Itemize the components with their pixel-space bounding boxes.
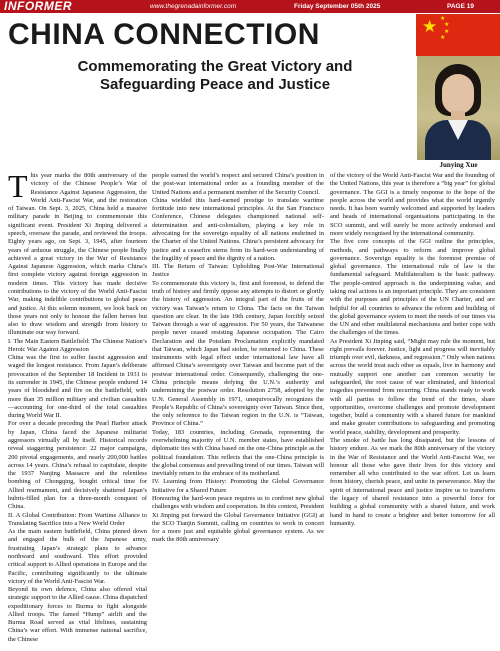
article-paragraph: The smoke of battle has long dissipated, but the lessons of history endure. As we mark the 80th anniversary of the victory in the War of Resistance and the World Anti-Fascist War, we honour all those who gave their lives for this victory and remember all who contributed to the war effort. Let us learn from history, cherish peace, and unite in perseverance. May the spirit of international peace and justice inspire us to transform the legacy of shared resistance into a powerful force for building a global community with a shared future, and work hand in hand to create a brighter and better tomorrow for all humanity.	[330, 437, 495, 527]
section-heading: IV. Learning from History: Promoting the Global Governance Initiative for a Shared Future	[152, 478, 324, 494]
section-heading: I. The Main Eastern Battlefield: The Chinese Nation’s Heroic War Against Aggression	[8, 337, 147, 353]
flag-small-star-icon: ★	[440, 16, 446, 22]
drop-cap: T	[8, 172, 28, 204]
article-column-3	[330, 172, 495, 650]
author-photo	[417, 56, 500, 160]
flag-large-star-icon: ★	[422, 17, 438, 36]
article-paragraph: Honouring the hard-won peace requires us to confront new global challenges with wisdom and cooperation. In this context, President Xi Jinping put forward the Global Governance Initiative (GGI) at the SCO Tianjin Summit, calling on countries to work in concert for a more just and equitable global governance system. As we mark the 80th anniversary	[152, 494, 324, 544]
article-paragraph: people earned the world’s respect and secured China’s position in the post-war international order as a founding member of the United Nations and a permanent member of the Security Council.	[152, 172, 324, 196]
article-paragraph: For over a decade preceding the Pearl Harbor attack by Japan, China faced the Japanese militarist aggressors virtually all by itself. Historical records reveal staggering persistence: 22 major campaigns, 200 pivotal engagements, and nearly 200,000 battles across 14 years. China’s refusal to capitulate, despite the 1937 Nanjing Massacre and the relentless bombing of Chongqing, bought critical time for Allied rearmament, and decisively shattered Japan’s hubris-filled plan for a three-month conquest of China.	[8, 420, 147, 511]
masthead-bar	[0, 0, 500, 13]
article-paragraph: This year marks the 80th anniversary of the victory of the Chinese People’s War of Resistance Against Japanese Aggression, the World Anti-Fascist War, and the restoration of Taiwan. On Sept. 3, 2025, China held a massive military parade in Beijing to commemorate this significant event. President Xi Jinping delivered a speech, oversaw the parade, and reviewed the troops. Eighty years ago, on Sept. 3, 1945, after fourteen years of arduous struggle, the Chinese people finally achieved a great victory in the War of Resistance Against Japanese Aggression, which marks China’s first complete victory against foreign aggression in modern times. This victory has made decisive contributions to the victory of the World Anti-Fascist War, making indelible contributions to global peace and justice. At this solemn moment, we look back on those years not only to honour the fallen heroes but also to draw wisdom and strength from history to illuminate our way forward.	[8, 172, 147, 337]
article-paragraph: As President Xi Jinping said, “Might may rule the moment, but right prevails forever. Justice, light and progress will inevitably triumph over evil, darkness, and regression.” Only when nations across the world treat each other as equals, live in harmony and mutually support one another can common security be safeguarded, the root cause of war eliminated, and historical tragedies prevented from recurring. China stands ready to work with all parties to follow the trend of the times, share opportunities, overcome challenges and promote development together, build a community with a shared future for mankind and make greater contributions to safeguarding and promoting world peace, stability, development and prosperity.	[330, 337, 495, 436]
flag-small-star-icon: ★	[444, 22, 450, 28]
article-paragraph: China was the first to suffer fascist aggression and waged the longest resistance. From Japan’s deliberate provocation of the September 18 Incident in 1931 to its surrender in 1945, the Chinese people endured 14 years of bloodshed and fire on the battlefield, with more than 35 million military and civilian casualties—accounting for one-third of the total casualties during World War II.	[8, 354, 147, 420]
section-heading: III. The Return of Taiwan: Upholding Post-War International Justice	[152, 263, 324, 279]
article-paragraph: of the victory of the World Anti-Fascist War and the founding of the United Nations, this year is therefore a “big year” for global governance. The GGI is a timely response to the hope of the people across the world and provides what the world urgently needs. It has been warmly welcomed and supported by leaders and heads of international organisations participating in the SCO summit, and will surely be more actively endorsed and more widely recognised by the international community.	[330, 172, 495, 237]
section-heading: II. A Global Contribution: From Wartime Alliance to Translating Sacrifice into a New World Order	[8, 511, 147, 527]
flag-small-star-icon: ★	[440, 35, 446, 41]
article-paragraph: The five core concepts of the GGI outline the principles, methods, and pathways to reform and improve global governance. Sovereign equality is the foremost premise of global governance. The international rule of law is the fundamental safeguard. Multilateralism is the basic pathway. The people-centred approach is the underpinning value, and taking real actions is an important principle. They are consistent with the purposes and principles of the UN Charter, and are helpful for all countries to advance the reform and building of the global governance system to meet the needs of our times via the UN and other multilateral mechanisms and better cope with the challenges of the times.	[330, 238, 495, 337]
article-subheadline: Commemorating the Great Victory and Safeguarding Peace and Justice	[77, 58, 353, 93]
flag-small-star-icon: ★	[444, 29, 450, 35]
issue-date: Friday September 05th 2025	[294, 3, 381, 10]
article-column-2	[152, 172, 324, 650]
article-paragraph: Today, 183 countries, including Grenada, representing the overwhelming majority of U.N. member states, have established diplomatic ties with China based on the one-China principle as the political foundation. This reflects that the one-China principle is the global consensus and prevailing trend of our times. Taiwan will inevitably return to the embrace of its motherland.	[152, 428, 324, 478]
page-title: CHINA CONNECTION	[8, 18, 320, 51]
informer-logo[interactable]: INFORMER	[4, 0, 72, 13]
author-caption: Junying Xue	[439, 161, 478, 169]
page-number: PAGE 19	[447, 3, 474, 10]
article-paragraph: Beyond its own defence, China also offered vital strategic support to the Allied cause. China dispatched expeditionary forces to Burma to fight alongside Allied troops. The famed “Hump” airlift and the Burma Road served as vital lifelines, sustaining China’s war effort. With immense national sacrifice, the Chinese	[8, 586, 147, 643]
article-paragraph: As the main eastern battlefield, China pinned down and engaged the bulk of the Japanese army, frustrating Japan’s strategic plans to advance northward and southward. This effort provided critical support to Allied operations in Europe and the Pacific, contributing significantly to the ultimate victory of the World Anti-Fascist War.	[8, 528, 147, 585]
article-paragraph: To commemorate this victory is, first and foremost, to defend the truth of history and firmly oppose any attempts to distort or glorify the history of aggression. An integral part of the fruits of the victory was Taiwan’s return to China. The facts on the Taiwan question are clear. In the late 19th century, Japan forcibly seized Taiwan through a war of aggression. For 50 years, the Taiwanese people never ceased resisting Japanese occupation. The Cairo Declaration and the Potsdam Proclamation explicitly mandated that Taiwan, which Japan had stolen, be returned to China. These instruments with legal effect under international law have all affirmed China’s sovereignty over Taiwan and become part of the postwar international order. Consequently, challenging the one-China principle means defying the U.N.’s authority and undermining the postwar order. Resolution 2758, adopted by the U.N. General Assembly in 1971, unequivocally recognizes the People’s Republic of China’s sovereignty over Taiwan. Since then, the only reference to the Taiwan region in the U.N. is “Taiwan, Province of China.”	[152, 279, 324, 428]
website-url[interactable]: www.thegrenadainformer.com	[150, 3, 237, 10]
article-column-1	[8, 172, 147, 650]
china-flag-image	[416, 14, 500, 56]
article-paragraph: China wielded this hard-earned prestige to translate wartime fortitude into new international principles. At the San Francisco Conference, Chinese delegates championed national self-determination and anti-colonialism, playing a key role in advocating for the sovereign equality of all nations enshrined in the Charter of the United Nations. China’s persistent advocacy for justice and a ceasefire stems from its hard-won understanding of the fragility of peace and the dignity of a nation.	[152, 196, 324, 262]
